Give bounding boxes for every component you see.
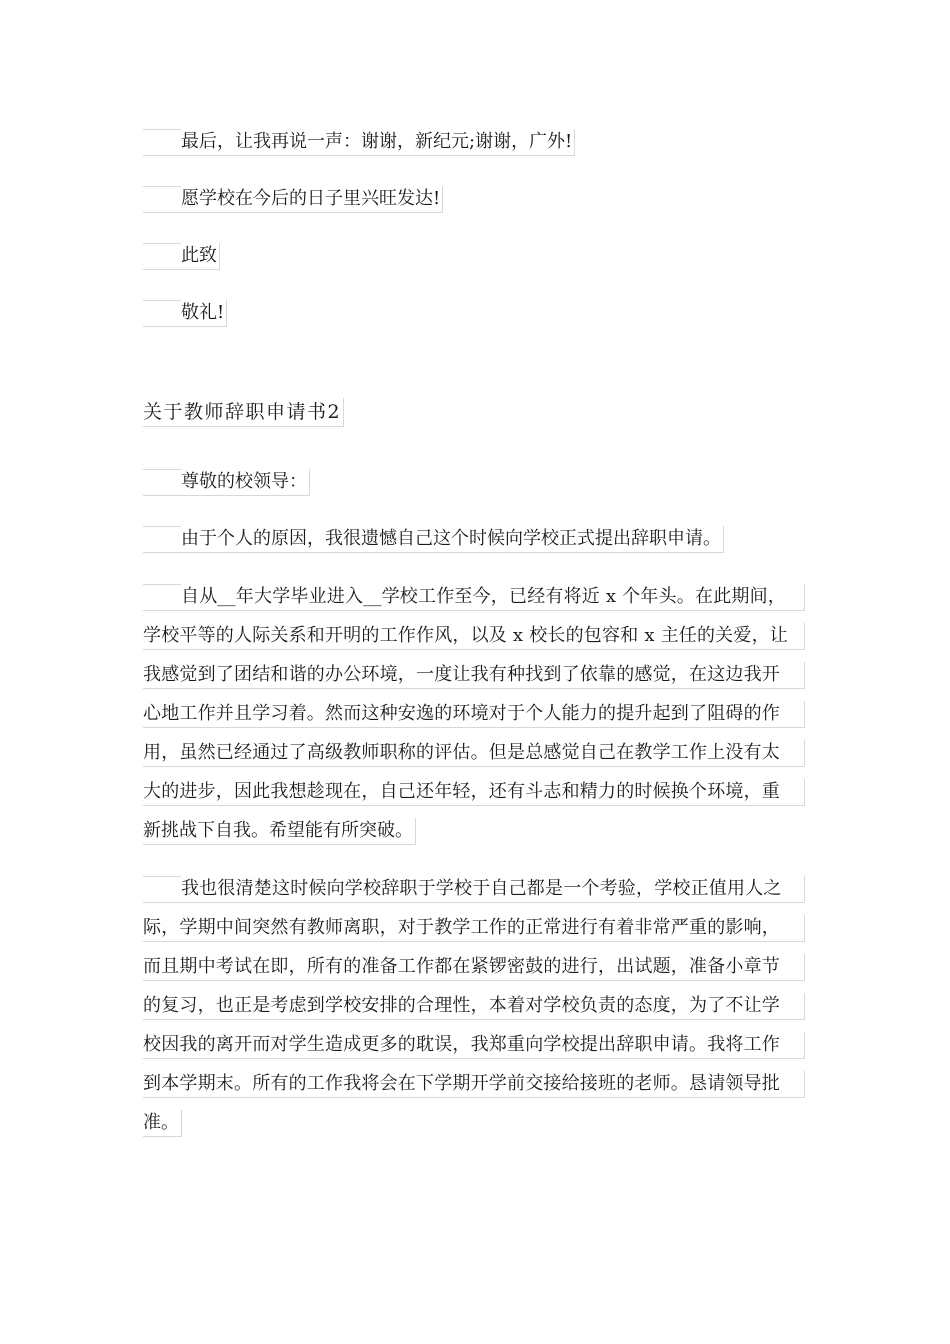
- paragraph-impact-line: 到本学期末。所有的工作我将会在下学期开学前交接给接班的老师。恳请领导批: [143, 1071, 805, 1098]
- paragraph-history-line: 心地工作并且学习着。然而这种安逸的环境对于个人能力的提升起到了阻碍的作: [143, 701, 805, 728]
- closing-wish-line: 愿学校在今后的日子里兴旺发达!: [143, 186, 443, 213]
- closing-jingli-line: 敬礼!: [143, 300, 227, 327]
- closing-cizhi-line: 此致: [143, 243, 220, 270]
- paragraph-history-line: 学校平等的人际关系和开明的工作作风，以及 x 校长的包容和 x 主任的关爱，让: [143, 623, 805, 650]
- paragraph-history-line: 自从__年大学毕业进入__学校工作至今，已经有将近 x 个年头。在此期间，: [143, 584, 805, 611]
- paragraph-reason: 由于个人的原因，我很遗憾自己这个时候向学校正式提出辞职申请。: [143, 526, 724, 553]
- salutation: 尊敬的校领导：: [143, 469, 310, 496]
- section-title: 关于教师辞职申请书2: [143, 398, 344, 427]
- paragraph-history-line: 我感觉到了团结和谐的办公环境，一度让我有种找到了依靠的感觉，在这边我开: [143, 662, 805, 689]
- paragraph-impact-line: 际，学期中间突然有教师离职，对于教学工作的正常进行有着非常严重的影响，: [143, 915, 805, 942]
- paragraph-impact-line: 我也很清楚这时候向学校辞职于学校于自己都是一个考验，学校正值用人之: [143, 876, 805, 903]
- paragraph-impact-line: 而且期中考试在即，所有的准备工作都在紧锣密鼓的进行，出试题，准备小章节: [143, 954, 805, 981]
- paragraph-history-line: 用，虽然已经通过了高级教师职称的评估。但是总感觉自己在教学工作上没有太: [143, 740, 805, 767]
- paragraph-history-line: 新挑战下自我。希望能有所突破。: [143, 818, 416, 845]
- paragraph-impact-line: 准。: [143, 1110, 182, 1137]
- closing-thanks-line: 最后，让我再说一声：谢谢，新纪元;谢谢，广外!: [143, 129, 575, 156]
- paragraph-impact-line: 校因我的离开而对学生造成更多的耽误，我郑重向学校提出辞职申请。我将工作: [143, 1032, 805, 1059]
- paragraph-history-line: 大的进步，因此我想趁现在，自己还年轻，还有斗志和精力的时候换个环境，重: [143, 779, 805, 806]
- paragraph-impact-line: 的复习，也正是考虑到学校安排的合理性，本着对学校负责的态度，为了不让学: [143, 993, 805, 1020]
